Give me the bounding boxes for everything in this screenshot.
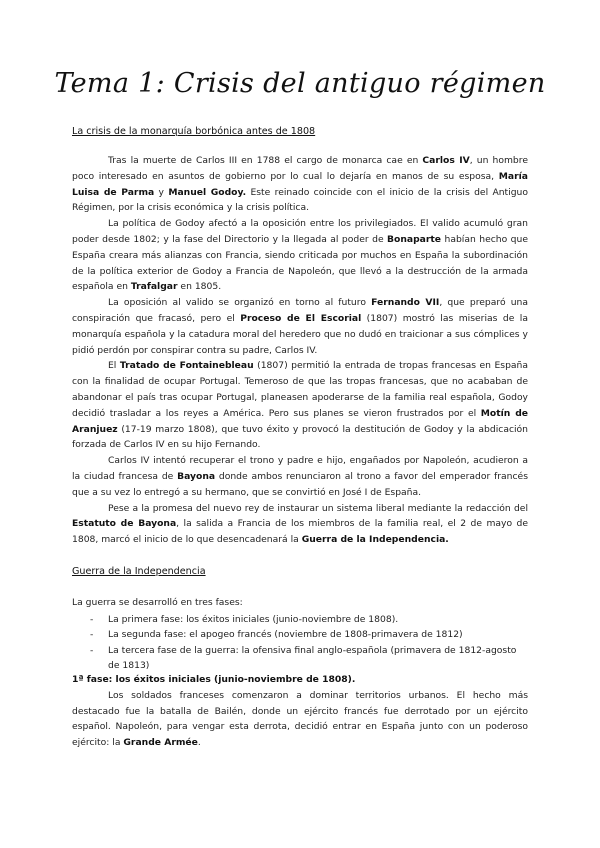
paragraph xyxy=(72,501,528,548)
section-body-crisis xyxy=(72,153,528,548)
paragraph xyxy=(72,688,528,751)
paragraph xyxy=(72,358,528,453)
list-item xyxy=(72,612,528,627)
text: (1807) mostró las miserias de la monarquía española y la catadura moral del heredero que no dudó en traicionar a sus cómplices y pidió perdón por conspirar contra su padre, Carlos IV. xyxy=(72,312,528,356)
list-item-text: La tercera fase de la guerra: la ofensiva final anglo-española (primavera de 1812-agosto de 1813) xyxy=(108,644,517,672)
bold-term: Bayona xyxy=(177,470,216,482)
bold-term: Manuel Godoy. xyxy=(168,186,247,198)
bold-term: Grande Armée xyxy=(123,737,198,749)
section-heading-crisis: La crisis de la monarquía borbónica antes de 1808 xyxy=(72,126,316,137)
list-item xyxy=(72,627,528,642)
list-item xyxy=(72,643,528,674)
section-heading-guerra: Guerra de la Independencia xyxy=(72,566,206,577)
list-item-text: La primera fase: los éxitos iniciales (junio-noviembre de 1808). xyxy=(108,614,399,625)
text: La oposición al valido se organizó en torno al futuro xyxy=(108,297,372,309)
text: Los soldados franceses comenzaron a dominar territorios urbanos. El hecho más destacado fue la batalla de Bailén, donde un ejército francés fue derrotado por un ejército español. Napoleón, para vengar esta derrota, decidió entrar en España junto con un poderoso ejército: la xyxy=(72,689,528,749)
page-title: Tema 1: Crisis del antiguo régimen xyxy=(54,68,546,99)
text: La política de Godoy afectó a la oposición entre los privilegiados. El valido acumuló gran poder desde 1802; y la fase del Directorio y la llegada al poder de xyxy=(72,218,528,245)
dash-bullet: - xyxy=(90,614,94,625)
text: (1807) permitió la entrada de tropas francesas en España con la finalidad de ocupar Portugal. Temeroso de que las tropas francesas, que no acababan de abandonar el país tras ocupar Portugal, planeasen apoderarse de la familia real española, Godoy decidió trasladar a los reyes a América. Pero sus planes se vieron frustrados por el xyxy=(72,360,529,419)
text: y xyxy=(154,186,169,198)
bold-term: Fernando VII xyxy=(371,297,440,309)
text: donde ambos renunciaron al trono a favor del emperador francés que a su vez lo entregó a su hermano, que se convirtió en José I de España. xyxy=(72,470,528,498)
text: , que preparó una conspiración que fracasó, pero el xyxy=(72,297,529,324)
paragraph xyxy=(72,453,528,500)
bold-term: Bonaparte xyxy=(387,233,442,245)
text: (17-19 marzo 1808), que tuvo éxito y provocó la destitución de Godoy y la abdicación forzada de Carlos IV en su hijo Fernando. xyxy=(72,423,528,451)
text: en 1805. xyxy=(177,281,222,293)
dash-bullet: - xyxy=(90,629,94,641)
dash-bullet: - xyxy=(90,644,94,656)
text: Tras la muerte de Carlos III en 1788 el cargo de monarca cae en xyxy=(108,155,423,166)
paragraph xyxy=(72,153,528,216)
text: habían hecho que España creara más alianzas con Francia, siendo criticada por muchos en España la subordinación de la política exterior de Godoy a Francia de Napoleón, que llevó a la destrucción de la armada española en xyxy=(72,233,528,293)
list-item-text: La segunda fase: el apogeo francés (noviembre de 1808-primavera de 1812) xyxy=(108,629,463,641)
bold-term: Proceso de El Escorial xyxy=(240,312,362,324)
section-intro: La guerra se desarrolló en tres fases: xyxy=(72,597,243,608)
text: Pese a la promesa del nuevo rey de instaurar un sistema liberal mediante la redacción del xyxy=(108,502,528,514)
bold-term: Tratado de Fontainebleau xyxy=(119,360,254,372)
section-body-guerra xyxy=(72,672,528,751)
text: Carlos IV intentó recuperar el trono y padre e hijo, engañados por Napoleón, acudieron a la ciudad francesa de xyxy=(72,455,528,482)
paragraph xyxy=(72,295,528,358)
text: . xyxy=(197,737,201,749)
text: , un hombre poco interesado en asuntos de gobierno por lo cual lo dejaría en manos de su esposa, xyxy=(72,155,528,182)
paragraph xyxy=(72,216,528,295)
bold-term: Estatuto de Bayona xyxy=(72,518,177,530)
text: El xyxy=(108,360,120,372)
bold-term: Guerra de la Independencia. xyxy=(301,534,449,546)
phase-list xyxy=(72,612,528,674)
bold-term: Trafalgar xyxy=(130,281,178,293)
bold-subheading: 1ª fase: los éxitos iniciales (junio-noviembre de 1808). xyxy=(72,674,356,685)
text: Este reinado coincide con el inicio de la crisis del Antiguo Régimen, por la crisis económica y la crisis política. xyxy=(72,186,528,214)
bold-term: María Luisa de Parma xyxy=(72,170,528,198)
bold-term: Carlos IV xyxy=(422,155,470,166)
text: , la salida a Francia de los miembros de la familia real, el 2 de mayo de 1808, marcó el inicio de lo que desencadenará la xyxy=(72,518,528,546)
bold-term: Motín de Aranjuez xyxy=(72,407,528,435)
subheading xyxy=(72,672,528,688)
